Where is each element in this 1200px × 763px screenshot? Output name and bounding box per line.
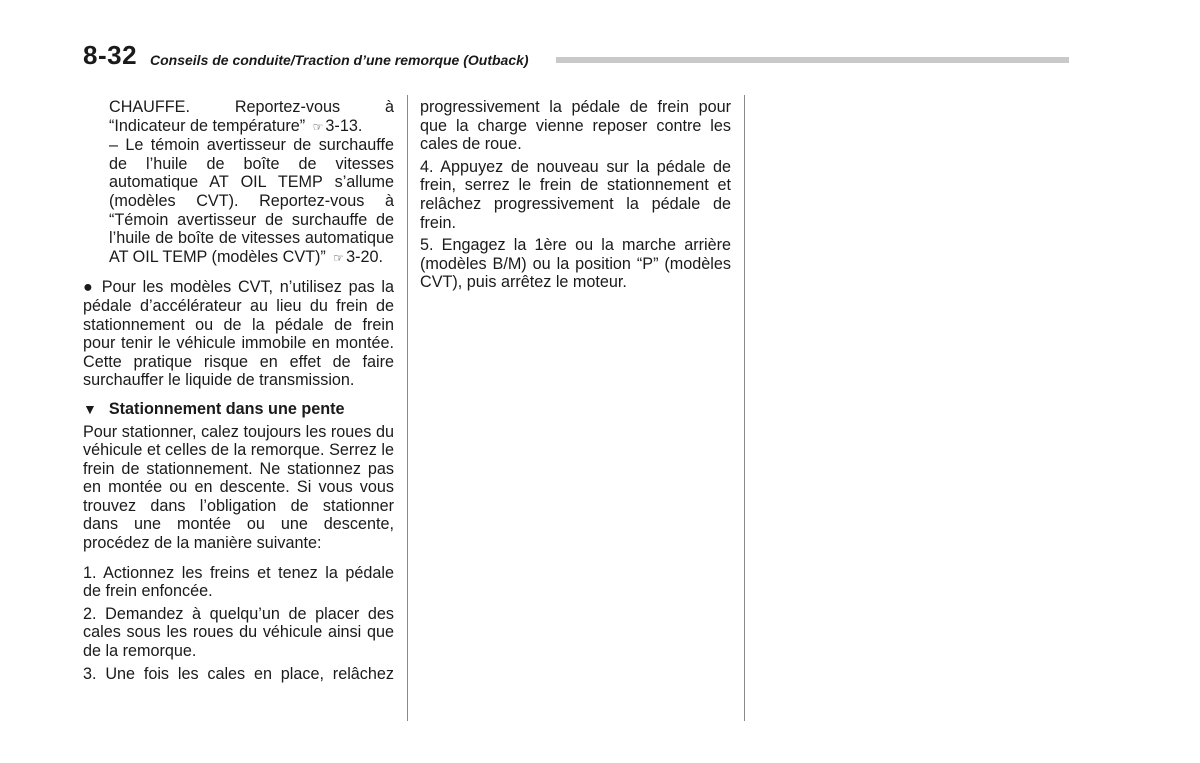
triangle-down-icon: ▼ <box>83 400 97 417</box>
step-2: 2. Demandez à quelqu’un de placer des cales sous les roues du véhicule ainsi que de la remorque. <box>83 604 394 661</box>
column-divider-right <box>744 95 745 721</box>
pointing-hand-icon: ☞ <box>333 250 345 265</box>
column-divider-left <box>407 95 408 721</box>
step-1: 1. Actionnez les freins et tenez la pédale de frein enfoncée. <box>83 563 394 601</box>
header-rule <box>556 57 1069 63</box>
section-heading <box>83 400 394 419</box>
step-3-start: 3. Une fois les cales en place, relâchez <box>83 664 394 683</box>
step-4: 4. Appuyez de nouveau sur la pédale de frein, serrez le frein de stationnement et relâchez progressivement la pédale de frein. <box>420 157 731 232</box>
middle-column <box>420 98 731 292</box>
left-column <box>83 98 394 683</box>
parking-paragraph: Pour stationner, calez toujours les roues du véhicule et celles de la remorque. Serrez le frein de stationnement. Ne stationnez pas en montée ou en descente. Si vous vous trouvez dans l’obligation de stationner dans une montée ou une descente, procédez de la manière suivante: <box>83 422 394 553</box>
cvt-bullet: ● Pour les modèles CVT, n’utilisez pas la pédale d’accélérateur au lieu du frein de stationnement ou de la pédale de frein pour tenir le véhicule immobile en montée. Cette pratique risque en effet de faire surchauffer le liquide de transmission. <box>83 278 394 390</box>
temperature-indicator-ref: CHAUFFE. Reportez-vous à “Indicateur de température” ☞ 3-13. <box>109 98 394 135</box>
page-header <box>83 40 1069 74</box>
page-number: 8-32 <box>83 40 138 70</box>
heading-text: Stationnement dans une pente <box>108 399 345 418</box>
at-oil-temp-warning: – Le témoin avertisseur de surchauffe de l’huile de boîte de vitesses automatique AT OIL TEMP s’allume (modèles CVT). Reportez-vous à “Témoin avertisseur de surchauffe de l’huile de boîte de vitesses automatique AT OIL TEMP (modèles CVT)” ☞ 3-20. <box>109 136 394 266</box>
step-5: 5. Engagez la 1ère ou la marche arrière (modèles B/M) ou la position “P” (modèles CVT), puis arrêtez le moteur. <box>420 236 731 292</box>
pointing-hand-icon: ☞ <box>312 119 324 134</box>
step-3-continued: progressivement la pédale de frein pour que la charge vienne reposer contre les cales de roue. <box>420 98 731 154</box>
section-title: Conseils de conduite/Traction d’une remorque (Outback) <box>150 52 529 68</box>
